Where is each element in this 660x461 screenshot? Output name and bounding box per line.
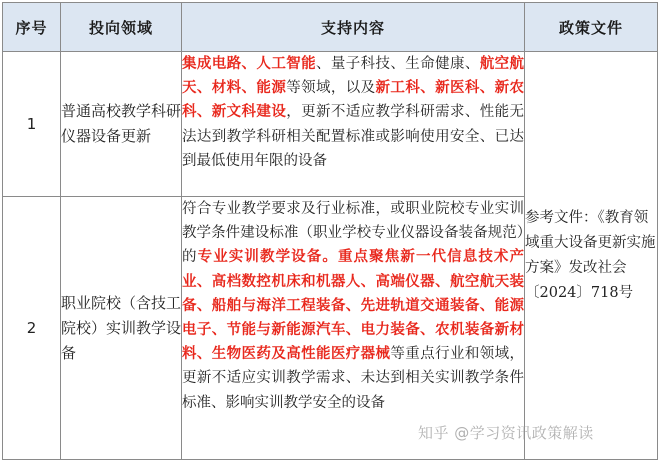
support-content [182,197,525,460]
investment-area: 职业院校（含技工院校）实训教学设备 [61,197,182,460]
policy-document: 参考文件：《教育领域重大设备更新实施方案》发改社会〔2024〕718号 [525,52,658,460]
content-text: 符合专业教学要求及行业标准，或职业院校专业实训教学条件建设标准（职业学校专业仪器设备装备规范）的 [182,201,524,266]
highlighted-text: 航空航天、材料、能源 [182,55,525,97]
table-row [3,52,658,197]
header-no: 序号 [3,3,61,52]
content-text: ，更新不适应教学科研需求、性能无法达到教学科研相关配置标准或影响使用安全、已达到最低使用年限的设备 [182,104,525,169]
highlighted-text: 新工科、新医科、新农科、新文科建设 [182,79,525,121]
content-text: 、量子科技、生命健康、 [315,56,480,72]
header-row [3,3,658,52]
content-text: 等领域，以及 [286,80,376,97]
row-number: 1 [3,52,61,197]
content-text: 等重点行业和领域，更新不适应实训教学需求、未达到相关实训教学条件标准、影响实训教学安全的设备 [182,346,525,411]
highlighted-text: 专业实训教学设备。重点聚焦新一代信息技术产业、高档数控机床和机器人、高端仪器、航空航天装备、船舶与海洋工程装备、先进轨道交通装备、能源电子、节能与新能源汽车、电力装备、农机装备新材料、生物医药及高性能医疗器械 [182,248,525,363]
header-content: 支持内容 [182,3,525,52]
watermark-text: 知乎 @学习资讯政策解读 [418,424,594,442]
row-number: 2 [3,197,61,460]
support-content [182,52,525,197]
investment-area: 普通高校教学科研仪器设备更新 [61,52,182,197]
highlighted-text: 集成电路、人工智能 [182,55,316,72]
header-policy: 政策文件 [525,3,658,52]
header-area: 投向领域 [61,3,182,52]
policy-table [2,2,658,460]
